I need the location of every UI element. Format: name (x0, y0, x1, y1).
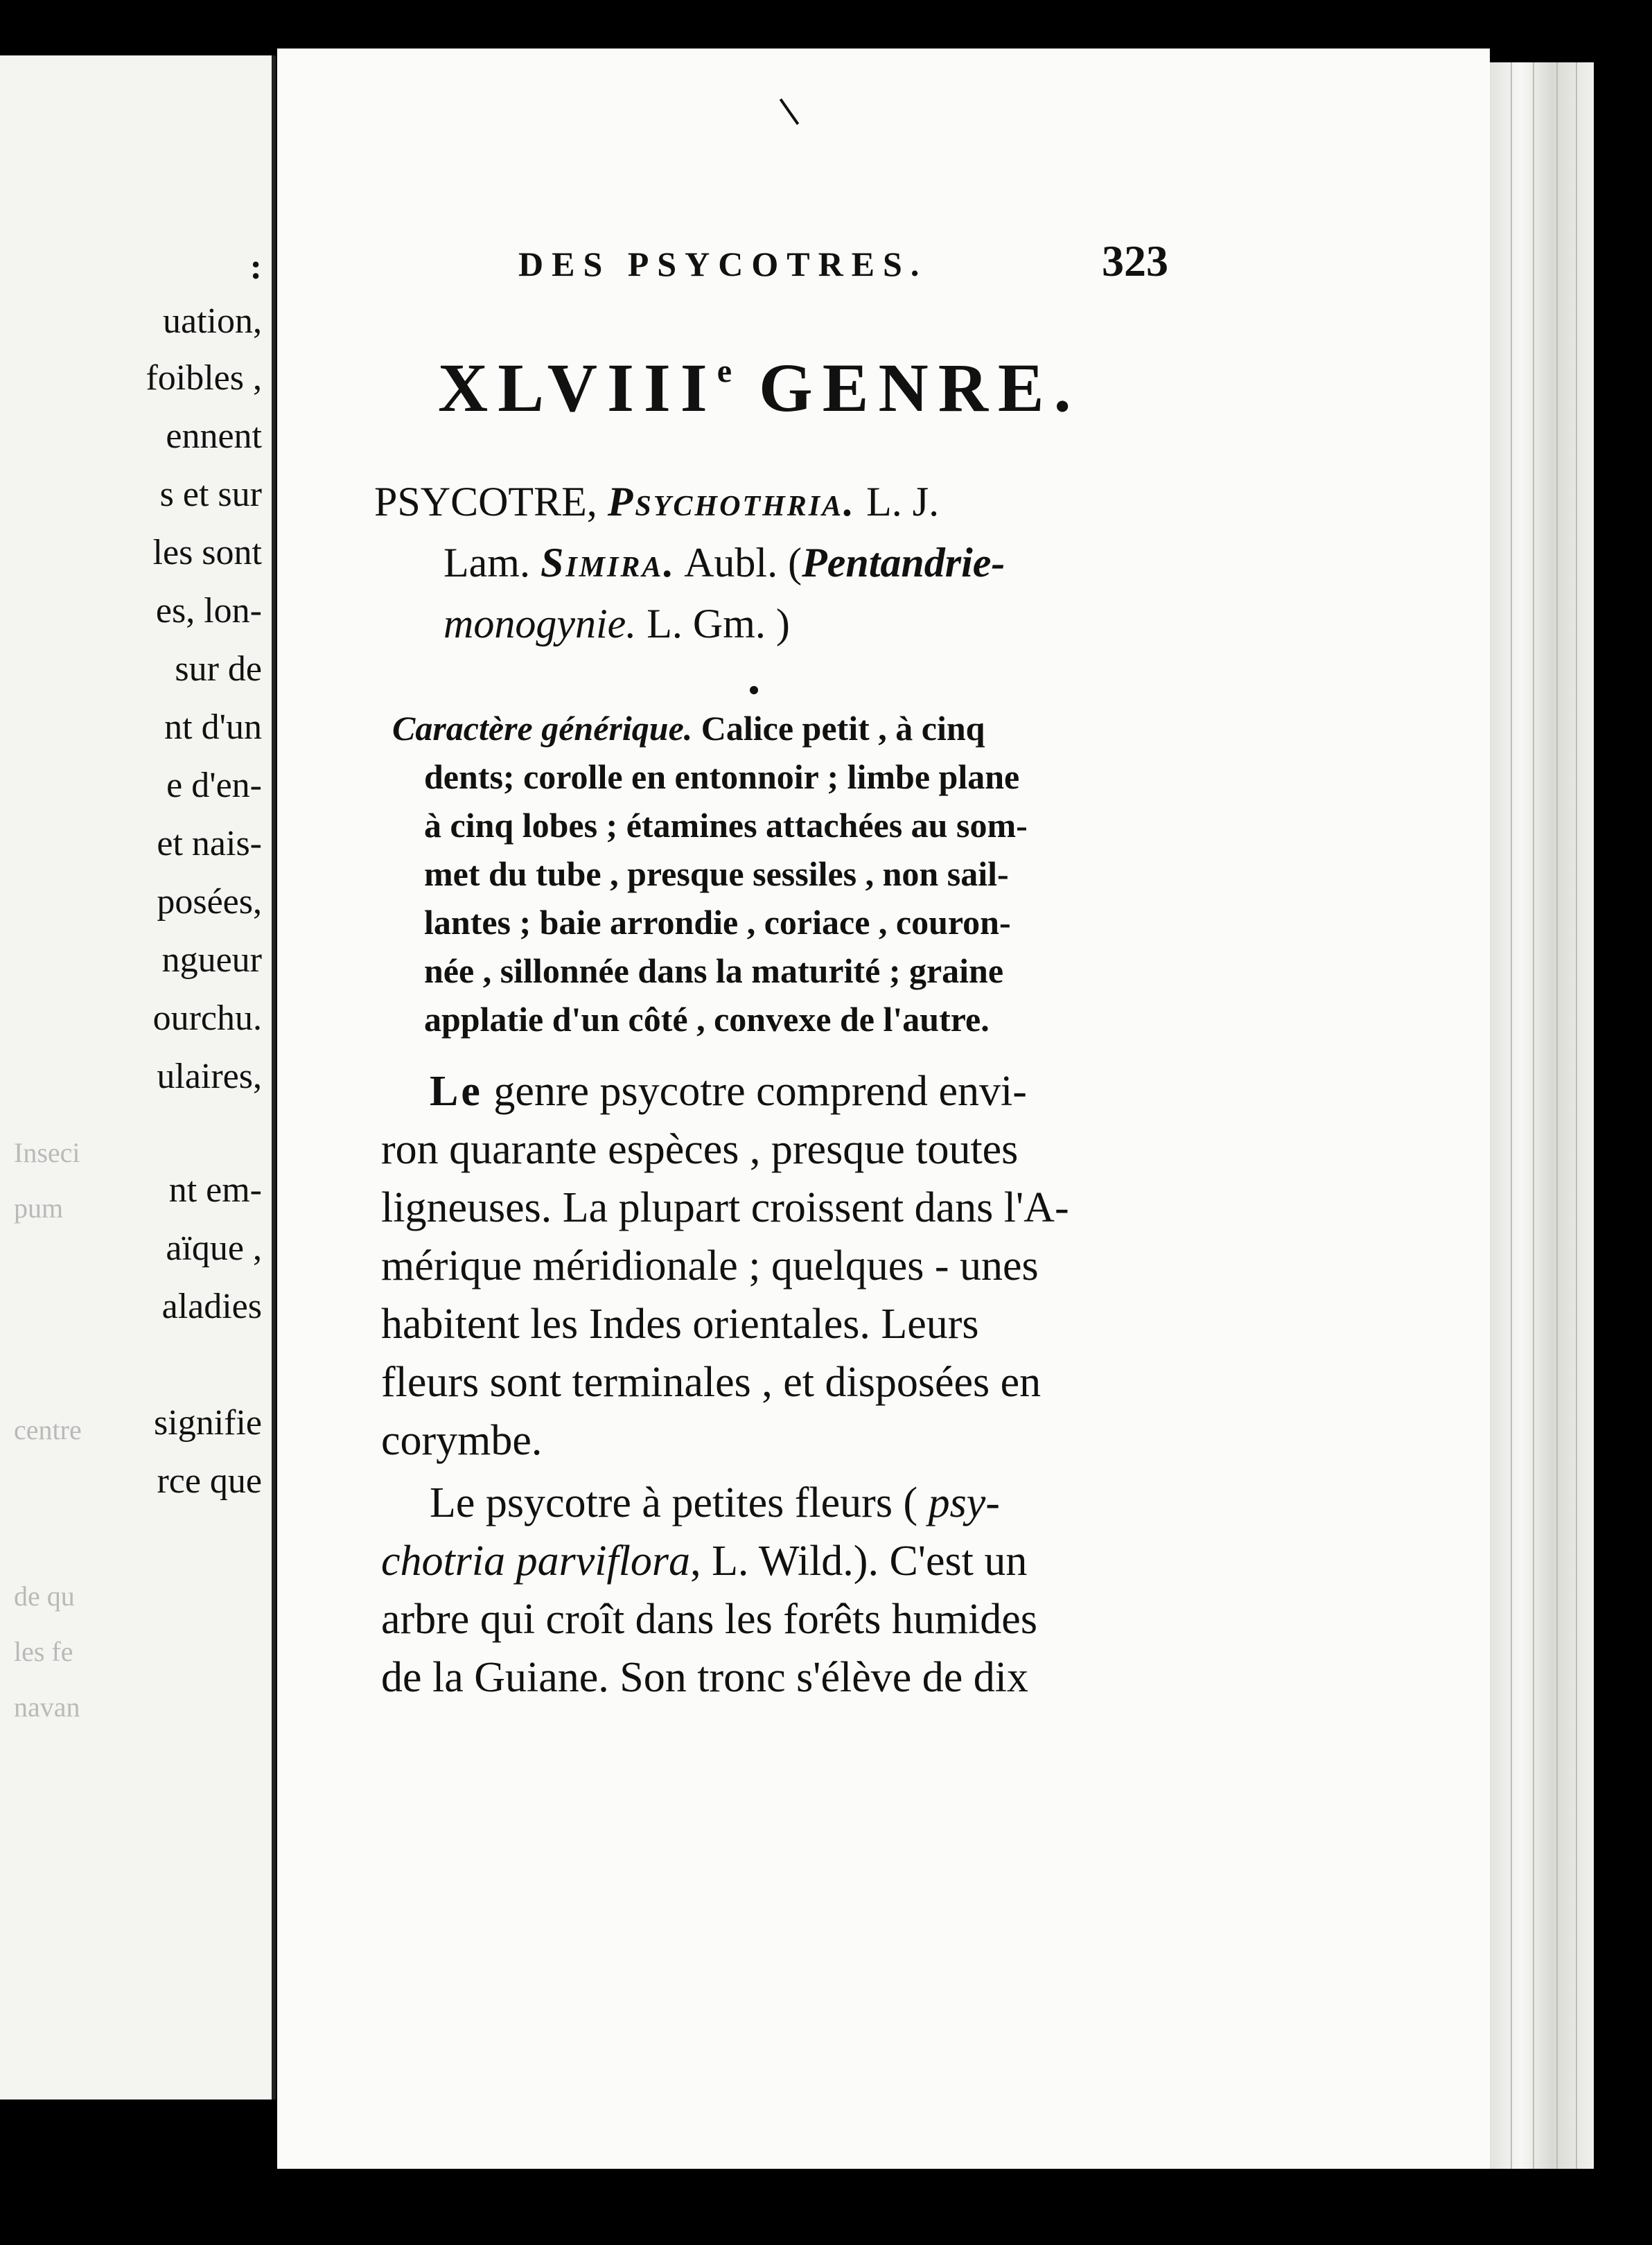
paragraph-1-line: habitent les Indes orientales. Leurs (381, 1301, 979, 1348)
left-page-line: aladies (161, 1287, 262, 1326)
paragraph-1-line: mérique méridionale ; quelques - unes (381, 1242, 1039, 1289)
paragraph-text: Le psycotre à petites fleurs ( (430, 1479, 929, 1526)
entry-line-2 (443, 539, 1005, 587)
character-line: née , sillonnée dans la maturité ; graine (424, 951, 1004, 990)
paragraph-2-line-2 (381, 1537, 1027, 1586)
left-page-line: posées, (157, 882, 262, 922)
genre-superscript: e (717, 353, 732, 389)
authority: L. Gm. ) (636, 601, 790, 646)
paragraph-2-line-4: de la Guiane. Son tronc s'élève de dix (381, 1654, 1028, 1701)
left-page-line: aïque , (166, 1229, 262, 1268)
left-page-line: s et sur (159, 475, 262, 514)
paragraph-1-line: corymbe. (381, 1417, 543, 1464)
paragraph-1-line: ligneuses. La plupart croissent dans l'A- (381, 1184, 1069, 1231)
paragraph-text: , L. Wild.). C'est un (690, 1538, 1028, 1585)
left-page-line: e d'en- (166, 766, 262, 805)
page-number: 323 (1102, 236, 1168, 285)
left-page-line: sur de (175, 649, 262, 689)
bleedthrough-text: navan (14, 1691, 80, 1723)
classification: monogynie. (443, 601, 637, 646)
bleedthrough-text: Inseci (14, 1137, 80, 1168)
left-page-line: rce que (157, 1461, 262, 1501)
paragraph-2-line-3: arbre qui croît dans les forêts humides (381, 1596, 1037, 1643)
authority: Aubl. ( (676, 540, 802, 586)
bleedthrough-text: pum (14, 1192, 64, 1224)
species-name: psy- (928, 1479, 1000, 1526)
authority: Lam. (443, 540, 541, 586)
character-line: met du tube , presque sessiles , non sail- (424, 854, 1009, 893)
left-page-line: foibles , (146, 358, 262, 398)
genre-title (438, 348, 1081, 428)
left-page-line: et nais- (157, 824, 262, 863)
paragraph-1-line: ron quarante espèces , presque toutes (381, 1126, 1019, 1173)
authority: L. J. (856, 479, 940, 525)
paragraph-text: genre psycotre comprend envi- (482, 1068, 1027, 1115)
character-first-line (392, 708, 985, 748)
character-label: Caractère générique. (392, 709, 693, 748)
synonym-latin: Simira. (540, 540, 676, 586)
running-head: DES PSYCOTRES. (518, 245, 928, 283)
ornament-dot (750, 686, 758, 694)
character-text: Calice petit , à cinq (692, 709, 985, 748)
character-line: lantes ; baie arrondie , coriace , couron- (424, 903, 1011, 942)
genre-word: GENRE. (732, 349, 1081, 426)
character-line: applatie d'un côté , convexe de l'autre. (424, 1000, 990, 1039)
left-page-fragment: : (249, 247, 262, 287)
bleedthrough-text: centre (14, 1414, 82, 1445)
paragraph-1-first-line (430, 1067, 1027, 1116)
left-page-line: ennent (166, 416, 262, 456)
bleedthrough-text: les fe (14, 1636, 73, 1667)
bleedthrough-text: de qu (14, 1581, 75, 1612)
paragraph-2-line-1 (430, 1479, 1000, 1528)
genus-name-latin: Psychothria. (607, 479, 856, 525)
entry-line-3 (443, 600, 790, 648)
page-edge-stack (1490, 62, 1594, 2169)
paragraph-1-line: fleurs sont terminales , et disposées en (381, 1359, 1042, 1406)
species-name: chotria parviflora (381, 1538, 691, 1585)
character-line: dents; corolle en entonnoir ; limbe plane (424, 757, 1020, 796)
genus-name-fr: PSYCOTRE, (374, 479, 608, 525)
genre-number: XLVIII (438, 349, 717, 426)
left-page-line: es, lon- (155, 591, 262, 631)
left-page-line: ngueur (161, 940, 262, 980)
left-page-line: nt em- (168, 1170, 262, 1210)
character-line: à cinq lobes ; étamines attachées au som- (424, 806, 1028, 845)
left-page-line: uation, (163, 301, 262, 341)
entry-line-1 (374, 478, 939, 526)
dropcap: Le (430, 1068, 483, 1115)
left-page-line: les sont (152, 533, 262, 572)
left-page-line: ulaires, (157, 1057, 262, 1096)
left-page-line: ourchu. (152, 998, 262, 1038)
left-page-line: nt d'un (164, 707, 262, 747)
classification: Pentandrie- (802, 540, 1005, 586)
left-page-line: signifie (154, 1403, 262, 1443)
